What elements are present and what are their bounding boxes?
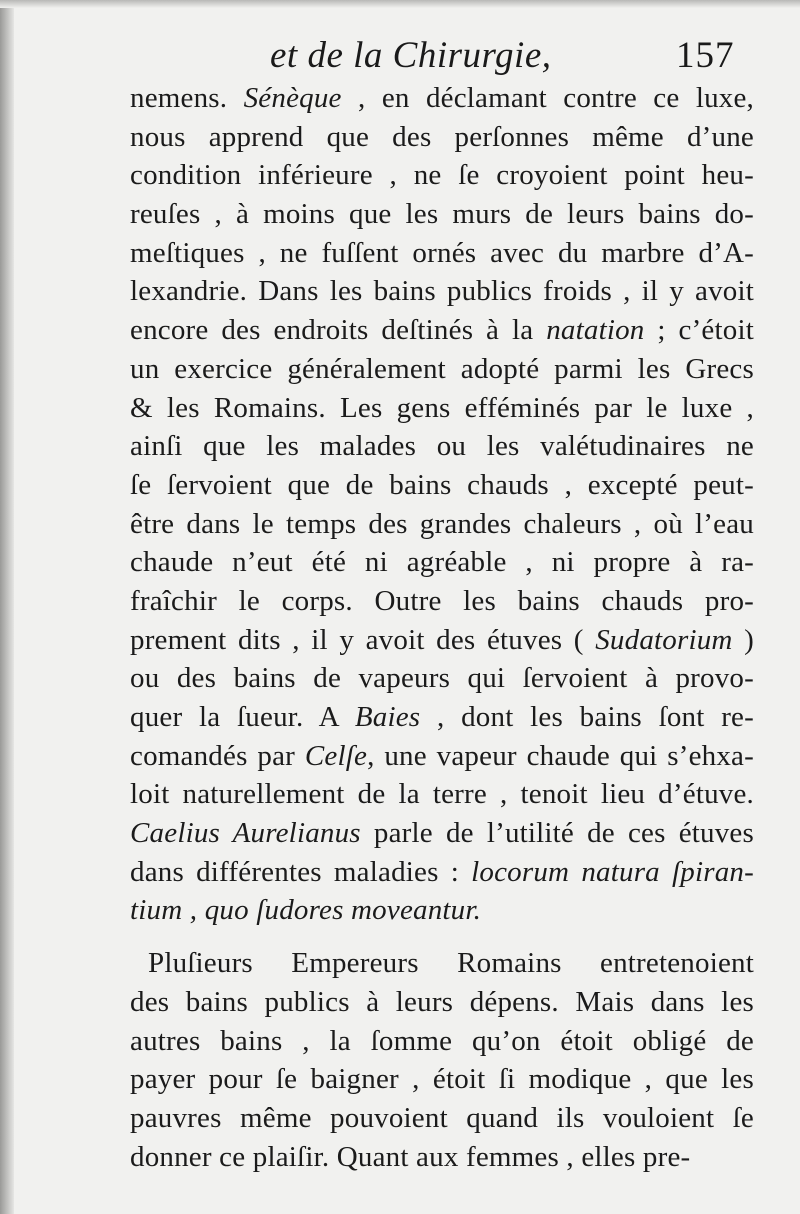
- text-segment: dans différentes maladies :: [130, 855, 472, 888]
- italic-text: locorum natura ſpiran-: [471, 855, 754, 888]
- text-segment: quer la ſueur. A: [130, 701, 355, 733]
- text-line: [130, 621, 754, 660]
- text-line: [130, 891, 754, 930]
- text-segment: condition inférieure , ne ſe croyoient point heu-: [130, 159, 754, 192]
- text-segment: parle de l’utilité de ces étuves: [360, 817, 754, 850]
- italic-text: Caelius Aurelianus: [130, 817, 361, 850]
- text-line: [130, 853, 754, 892]
- text-line: [130, 272, 754, 311]
- text-segment: & les Romains. Les gens efféminés par le luxe ,: [130, 391, 754, 424]
- text-segment: ou des bains de vapeurs qui ſervoient à provo-: [130, 662, 754, 695]
- text-segment: donner ce plaiſir. Quant aux femmes , elles pre-: [130, 1140, 691, 1173]
- text-segment: être dans le temps des grandes chaleurs , où l’eau: [130, 507, 754, 540]
- text-line: [130, 466, 754, 505]
- text-line: [130, 1138, 754, 1177]
- text-line: [130, 775, 754, 814]
- text-segment: ): [732, 623, 754, 656]
- text-segment: un exercice généralement adopté parmi les Grecs: [130, 352, 754, 385]
- running-title: et de la Chirurgie,: [270, 35, 552, 76]
- text-line: [130, 79, 754, 118]
- text-segment: payer pour ſe baigner , étoit ſi modique , que les: [130, 1063, 754, 1096]
- text-line: [130, 1060, 754, 1099]
- text-line: [130, 543, 754, 582]
- text-line: [130, 1099, 754, 1138]
- page-header: [0, 30, 800, 80]
- text-segment: , dont les bains ſont re-: [420, 701, 754, 733]
- text-line: [130, 195, 754, 234]
- text-segment: lexandrie. Dans les bains publics froids , il y avoit: [130, 275, 754, 308]
- text-segment: pauvres même pouvoient quand ils vouloient ſe: [130, 1101, 754, 1134]
- text-segment: fraîchir le corps. Outre les bains chauds pro-: [130, 584, 754, 617]
- text-line: [130, 944, 754, 983]
- text-line: [130, 737, 754, 776]
- text-line: [130, 505, 754, 544]
- text-segment: comandés par: [130, 739, 305, 772]
- page-edge-shadow: [0, 0, 14, 1214]
- text-line: [130, 118, 754, 157]
- text-line: [130, 350, 754, 389]
- text-line: [130, 814, 754, 853]
- text-segment: ; c’étoit: [644, 314, 754, 347]
- text-segment: nous apprend que des perſonnes même d’une: [130, 120, 754, 153]
- text-line: [130, 1022, 754, 1061]
- text-line: [130, 156, 754, 195]
- page-top-shadow: [0, 0, 800, 8]
- text-line: [130, 983, 754, 1022]
- text-segment: Pluſieurs Empereurs Romains entretenoient: [148, 947, 754, 980]
- text-segment: prement dits , il y avoit des étuves (: [130, 623, 596, 656]
- text-line: [130, 389, 754, 428]
- italic-text: Baies: [354, 701, 421, 733]
- italic-text: natation: [546, 314, 645, 347]
- text-segment: encore des endroits deſtinés à la: [130, 314, 547, 347]
- text-segment: ſe ſervoient que de bains chauds , excepté peut-: [130, 468, 754, 501]
- text-segment: nemens.: [130, 82, 244, 114]
- text-line: [130, 698, 754, 737]
- text-segment: , en déclamant contre ce luxe,: [341, 82, 755, 114]
- text-line: [130, 582, 754, 621]
- text-line: [130, 234, 754, 273]
- text-segment: , une vapeur chaude qui s’ehxa-: [367, 739, 754, 772]
- text-segment: meſtiques , ne fuſſent ornés avec du marbre d’A-: [130, 236, 754, 269]
- italic-text: tium , quo ſudores moveantur.: [130, 894, 482, 927]
- text-segment: autres bains , la ſomme qu’on étoit obligé de: [130, 1024, 754, 1057]
- text-segment: des bains publics à leurs dépens. Mais dans les: [130, 985, 754, 1018]
- text-segment: ainſi que les malades ou les valétudinaires ne: [130, 430, 754, 463]
- text-line: [130, 659, 754, 698]
- text-segment: reuſes , à moins que les murs de leurs bains do-: [130, 198, 754, 231]
- body-text: [130, 79, 754, 1176]
- text-segment: chaude n’eut été ni agréable , ni propre à ra-: [130, 546, 754, 579]
- italic-text: Sénèque: [243, 82, 342, 114]
- text-segment: loit naturellement de la terre , tenoit lieu d’étuve.: [130, 778, 754, 811]
- italic-text: Celſe: [304, 739, 368, 772]
- text-line: [130, 427, 754, 466]
- text-line: [130, 311, 754, 350]
- page-number: 157: [676, 35, 735, 76]
- italic-text: Sudatorium: [595, 623, 733, 656]
